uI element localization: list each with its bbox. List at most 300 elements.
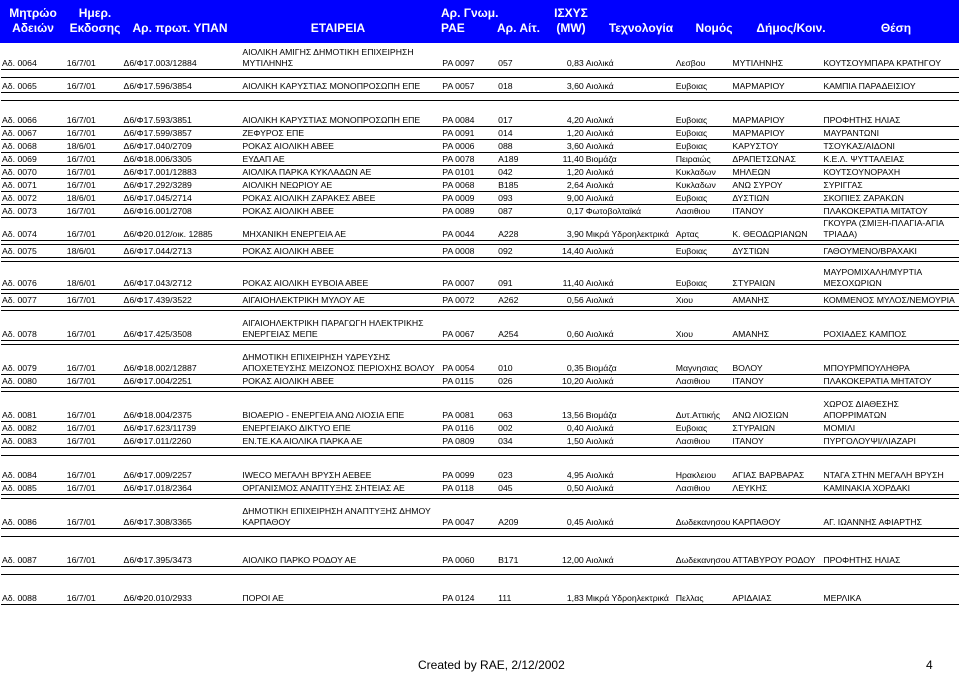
cell-dimos: ΑΝΩ ΣΥΡΟΥ [731, 178, 822, 191]
cell-date: 18/6/01 [66, 244, 123, 257]
cell-application: 017 [497, 100, 539, 126]
header-date-line1: Ημερ. [78, 6, 112, 20]
cell-thesi: ΜΑΥΡΟΜΙΧΑΛΗ/ΜΥΡΤΙΑ ΜΕΣΟΧΩΡΙΩΝ [822, 261, 959, 289]
table-row [1, 204, 959, 217]
cell-protocol: Δ6/Φ18.002/12887 [123, 344, 242, 374]
cell-dimos: ΜΗΛΕΩΝ [731, 165, 822, 178]
cell-dimos: ΑΓΙΑΣ ΒΑΡΒΑΡΑΣ [731, 455, 822, 481]
cell-dimos: ΙΤΑΝΟΥ [731, 374, 822, 387]
cell-application: 063 [497, 391, 539, 421]
separator-cell [1, 92, 959, 100]
cell-technology: Αιολικά [585, 421, 675, 434]
cell-thesi: ΠΛΑΚΟΚΕΡΑΤΙΑ ΜΗΤΑΤΟΥ [822, 374, 959, 387]
cell-mw: 4,95 [539, 455, 585, 481]
header-mw [543, 6, 599, 36]
cell-application: 042 [497, 165, 539, 178]
cell-date: 16/7/01 [66, 344, 123, 374]
cell-mw: 13,56 [539, 391, 585, 421]
cell-date: 16/7/01 [66, 434, 123, 447]
cell-protocol: Δ6/Φ18.006/3305 [123, 152, 242, 165]
cell-nomos: Ευβοιας [675, 261, 732, 289]
cell-nomos: Ευβοιας [675, 191, 732, 204]
header-permit [2, 6, 64, 36]
cell-permit: Αδ. 0079 [1, 344, 66, 374]
table-row [1, 191, 959, 204]
cell-company: ΡΟΚΑΣ ΑΙΟΛΙΚΗ ΑΒΕΕ [241, 244, 441, 257]
cell-date: 16/7/01 [66, 178, 123, 191]
cell-mw: 0,56 [539, 293, 585, 306]
cell-application: 034 [497, 434, 539, 447]
cell-thesi: ΚΑΜΠΙΑ ΠΑΡΑΔΕΙΣΙΟΥ [822, 77, 959, 92]
cell-date: 16/7/01 [66, 574, 123, 604]
cell-permit: Αδ. 0072 [1, 191, 66, 204]
cell-dimos: ΣΤΥΡΑΙΩΝ [731, 261, 822, 289]
cell-technology: Αιολικά [585, 100, 675, 126]
cell-nomos: Δυτ.Αττικής [675, 391, 732, 421]
cell-dimos: ΑΜΑΝΗΣ [731, 293, 822, 306]
cell-protocol: Δ6/Φ17.018/2364 [123, 481, 242, 494]
cell-mw: 0,83 [539, 43, 585, 69]
cell-application: A189 [497, 152, 539, 165]
cell-rae: PA 0081 [441, 391, 497, 421]
cell-dimos: ΑΜΑΝΗΣ [731, 310, 822, 340]
cell-technology: Αιολικά [585, 455, 675, 481]
cell-date: 16/7/01 [66, 481, 123, 494]
header-rae [441, 6, 501, 36]
cell-date: 16/7/01 [66, 100, 123, 126]
cell-dimos: ΒΟΛΟΥ [731, 344, 822, 374]
cell-technology: Αιολικά [585, 310, 675, 340]
table-row [1, 344, 959, 374]
cell-permit: Αδ. 0064 [1, 43, 66, 69]
cell-thesi: ΚΟΜΜΕΝΟΣ ΜΥΛΟΣ/ΝΕΜΟΥΡΙΑ [822, 293, 959, 306]
cell-application: A228 [497, 217, 539, 240]
footer-created: Created by RAE, 2/12/2002 [418, 658, 565, 672]
cell-rae: PA 0809 [441, 434, 497, 447]
cell-mw: 10,20 [539, 374, 585, 387]
cell-protocol: Δ6/Φ17.009/2257 [123, 455, 242, 481]
cell-company: ΡΟΚΑΣ ΑΙΟΛΙΚΗ ΖΑΡΑΚΕΣ ΑΒΕΕ [241, 191, 441, 204]
header-rae-line2: ΡΑΕ [441, 21, 465, 35]
cell-permit: Αδ. 0087 [1, 536, 66, 566]
cell-dimos: ΜΑΡΜΑΡΙΟΥ [731, 77, 822, 92]
cell-nomos: Λασιθιου [675, 481, 732, 494]
cell-dimos: ΔΡΑΠΕΤΣΩΝΑΣ [731, 152, 822, 165]
cell-protocol: Δ6/Φ20.012/οικ. 12885 [123, 217, 242, 240]
cell-permit: Αδ. 0077 [1, 293, 66, 306]
cell-thesi: ΡΟΧΙΑΔΕΣ ΚΑΜΠΟΣ [822, 310, 959, 340]
cell-protocol: Δ6/Φ20.010/2933 [123, 574, 242, 604]
cell-company: ΡΟΚΑΣ ΑΙΟΛΙΚΗ ΑΒΕΕ [241, 204, 441, 217]
cell-technology: Αιολικά [585, 536, 675, 566]
cell-mw: 1,83 [539, 574, 585, 604]
cell-nomos: Ευβοιας [675, 421, 732, 434]
cell-dimos: ΙΤΑΝΟΥ [731, 204, 822, 217]
header-dimos: Δήμος/Κοιν. [756, 21, 826, 35]
separator-cell [1, 447, 959, 455]
table-row [1, 100, 959, 126]
cell-technology: Αιολικά [585, 244, 675, 257]
cell-permit: Αδ. 0081 [1, 391, 66, 421]
table-row [1, 165, 959, 178]
row-separator [1, 69, 959, 77]
cell-technology: Αιολικά [585, 43, 675, 69]
cell-date: 16/7/01 [66, 310, 123, 340]
cell-application: 014 [497, 126, 539, 139]
cell-dimos: ΔΥΣΤΙΩΝ [731, 191, 822, 204]
cell-protocol: Δ6/Φ17.292/3289 [123, 178, 242, 191]
cell-nomos: Κυκλαδων [675, 178, 732, 191]
cell-thesi: ΣΚΟΠΙΕΣ ΖΑΡΑΚΩΝ [822, 191, 959, 204]
cell-company: ΑΙΓΑΙΟΗΛΕΚΤΡΙΚΗ ΠΑΡΑΓΩΓΗ ΗΛΕΚΤΡΙΚΗΣ ΕΝΕΡΓΕΙΑΣ ΜΕΠΕ [241, 310, 441, 340]
cell-company: ΑΙΟΛΙΚΗ ΚΑΡΥΣΤΙΑΣ ΜΟΝΟΠΡΟΣΩΠΗ ΕΠΕ [241, 100, 441, 126]
cell-company: ΒΙΟΑΕΡΙΟ - ΕΝΕΡΓΕΙΑ ΑΝΩ ΛΙΟΣΙΑ ΕΠΕ [241, 391, 441, 421]
table-row [1, 374, 959, 387]
header-thesi: Θέση [880, 21, 912, 35]
cell-date: 18/6/01 [66, 139, 123, 152]
header-technology: Τεχνολογία [608, 21, 674, 35]
cell-permit: Αδ. 0083 [1, 434, 66, 447]
cell-protocol: Δ6/Φ17.596/3854 [123, 77, 242, 92]
cell-permit: Αδ. 0073 [1, 204, 66, 217]
cell-date: 16/7/01 [66, 152, 123, 165]
cell-application: 091 [497, 261, 539, 289]
cell-permit: Αδ. 0069 [1, 152, 66, 165]
cell-nomos: Ευβοιας [675, 139, 732, 152]
cell-permit: Αδ. 0086 [1, 498, 66, 528]
cell-thesi: ΚΑΜΙΝΑΚΙΑ ΧΟΡΔΑΚΙ [822, 481, 959, 494]
cell-thesi: ΜΕΡΛΙΚΑ [822, 574, 959, 604]
cell-application: 111 [497, 574, 539, 604]
cell-nomos: Πειραιώς [675, 152, 732, 165]
cell-rae: PA 0054 [441, 344, 497, 374]
cell-rae: PA 0060 [441, 536, 497, 566]
cell-application: A209 [497, 498, 539, 528]
separator-cell [1, 69, 959, 77]
cell-date: 16/7/01 [66, 391, 123, 421]
cell-rae: PA 0099 [441, 455, 497, 481]
header-mw-line2: (MW) [556, 21, 586, 35]
cell-permit: Αδ. 0068 [1, 139, 66, 152]
cell-company: ΑΙΟΛΙΚΗ ΝΕΩΡΙΟΥ ΑΕ [241, 178, 441, 191]
cell-company: ΡΟΚΑΣ ΑΙΟΛΙΚΗ ΕΥΒΟΙΑ ΑΒΕΕ [241, 261, 441, 289]
row-separator [1, 447, 959, 455]
cell-protocol: Δ6/Φ17.623/11739 [123, 421, 242, 434]
cell-application: A254 [497, 310, 539, 340]
cell-permit: Αδ. 0074 [1, 217, 66, 240]
cell-thesi: ΤΣΟΥΚΑΣ/ΑΙΔΟΝΙ [822, 139, 959, 152]
cell-date: 16/7/01 [66, 43, 123, 69]
cell-protocol: Δ6/Φ18.004/2375 [123, 391, 242, 421]
cell-technology: Αιολικά [585, 191, 675, 204]
table-row [1, 310, 959, 340]
cell-dimos: ΜΑΡΜΑΡΙΟΥ [731, 126, 822, 139]
cell-application: 093 [497, 191, 539, 204]
table-row [1, 574, 959, 604]
cell-protocol: Δ6/Φ16.001/2708 [123, 204, 242, 217]
cell-company: ΔΗΜΟΤΙΚΗ ΕΠΙΧΕΙΡΗΣΗ ΑΝΑΠΤΥΞΗΣ ΔΗΜΟΥ ΚΑΡΠΑΘΟΥ [241, 498, 441, 528]
cell-company: ΕΝ.ΤΕ.ΚΑ ΑΙΟΛΙΚΑ ΠΑΡΚΑ ΑΕ [241, 434, 441, 447]
cell-technology: Αιολικά [585, 434, 675, 447]
table-row [1, 434, 959, 447]
cell-thesi: ΠΡΟΦΗΤΗΣ ΗΛΙΑΣ [822, 536, 959, 566]
cell-dimos: ΙΤΑΝΟΥ [731, 434, 822, 447]
cell-rae: PA 0115 [441, 374, 497, 387]
cell-nomos: Χιου [675, 293, 732, 306]
cell-nomos: Λεσβου [675, 43, 732, 69]
row-separator [1, 92, 959, 100]
cell-technology: Αιολικά [585, 261, 675, 289]
cell-technology: Αιολικά [585, 498, 675, 528]
cell-date: 16/7/01 [66, 217, 123, 240]
cell-mw: 3,60 [539, 77, 585, 92]
cell-rae: PA 0078 [441, 152, 497, 165]
cell-mw: 0,60 [539, 310, 585, 340]
cell-technology: Βιομάζα [585, 152, 675, 165]
cell-protocol: Δ6/Φ17.308/3365 [123, 498, 242, 528]
table-row [1, 217, 959, 240]
cell-technology: Μικρά Υδροηλεκτρικά [585, 574, 675, 604]
cell-mw: 12,00 [539, 536, 585, 566]
cell-nomos: Ευβοιας [675, 100, 732, 126]
header-permit-line1: Μητρώο [9, 6, 57, 20]
separator-cell [1, 566, 959, 574]
cell-application: 002 [497, 421, 539, 434]
cell-application: 026 [497, 374, 539, 387]
cell-thesi: Κ.Ε.Λ. ΨΥΤΤΑΛΕΙΑΣ [822, 152, 959, 165]
cell-nomos: Κυκλαδων [675, 165, 732, 178]
cell-technology: Αιολικά [585, 293, 675, 306]
cell-thesi: ΑΓ. ΙΩΑΝΝΗΣ ΑΦΙΑΡΤΗΣ [822, 498, 959, 528]
cell-mw: 3,90 [539, 217, 585, 240]
cell-dimos: ΑΤΤΑΒΥΡΟΥ ΡΟΔΟΥ [731, 536, 822, 566]
cell-protocol: Δ6/Φ17.003/12884 [123, 43, 242, 69]
cell-technology: Αιολικά [585, 481, 675, 494]
cell-permit: Αδ. 0071 [1, 178, 66, 191]
cell-technology: Βιομάζα [585, 344, 675, 374]
table-row [1, 43, 959, 69]
cell-mw: 3,60 [539, 139, 585, 152]
cell-mw: 0,45 [539, 498, 585, 528]
cell-date: 18/6/01 [66, 261, 123, 289]
table-row [1, 139, 959, 152]
cell-nomos: Πελλας [675, 574, 732, 604]
cell-dimos: ΔΥΣΤΙΩΝ [731, 244, 822, 257]
table-row [1, 77, 959, 92]
separator-cell [1, 528, 959, 536]
permits-table [1, 43, 959, 605]
cell-thesi: ΝΤΑΓΑ ΣΤΗΝ ΜΕΓΑΛΗ ΒΡΥΣΗ [822, 455, 959, 481]
cell-company: ΡΟΚΑΣ ΑΙΟΛΙΚΗ ΑΒΕΕ [241, 139, 441, 152]
cell-permit: Αδ. 0082 [1, 421, 66, 434]
table-row [1, 178, 959, 191]
table-row [1, 391, 959, 421]
cell-rae: PA 0067 [441, 310, 497, 340]
cell-company: ΕΝΕΡΓΕΙΑΚΟ ΔΙΚΤΥΟ ΕΠΕ [241, 421, 441, 434]
cell-company: ΠΟΡΟΙ ΑΕ [241, 574, 441, 604]
cell-permit: Αδ. 0075 [1, 244, 66, 257]
cell-permit: Αδ. 0067 [1, 126, 66, 139]
cell-thesi: ΜΠΟΥΡΜΠΟΥΛΗΘΡΑ [822, 344, 959, 374]
cell-dimos: ΛΕΥΚΗΣ [731, 481, 822, 494]
cell-nomos: Δωδεκανησου [675, 498, 732, 528]
cell-date: 16/7/01 [66, 77, 123, 92]
cell-thesi: ΚΟΥΤΣΟΥΜΠΑΡΑ ΚΡΑΤΗΓΟΥ [822, 43, 959, 69]
cell-mw: 11,40 [539, 152, 585, 165]
cell-company: ΜΗΧΑΝΙΚΗ ΕΝΕΡΓΕΙΑ ΑΕ [241, 217, 441, 240]
cell-rae: PA 0068 [441, 178, 497, 191]
cell-rae: PA 0008 [441, 244, 497, 257]
cell-permit: Αδ. 0065 [1, 77, 66, 92]
table-row [1, 421, 959, 434]
cell-rae: PA 0047 [441, 498, 497, 528]
cell-rae: PA 0072 [441, 293, 497, 306]
cell-rae: PA 0006 [441, 139, 497, 152]
cell-date: 16/7/01 [66, 498, 123, 528]
cell-permit: Αδ. 0066 [1, 100, 66, 126]
cell-mw: 1,50 [539, 434, 585, 447]
cell-thesi: ΜΟΜΙΛΙ [822, 421, 959, 434]
cell-rae: PA 0057 [441, 77, 497, 92]
cell-thesi: ΜΑΥΡΑΝΤΩΝΙ [822, 126, 959, 139]
cell-mw: 0,50 [539, 481, 585, 494]
cell-protocol: Δ6/Φ17.425/3508 [123, 310, 242, 340]
cell-nomos: Λασιθιου [675, 204, 732, 217]
cell-technology: Μικρά Υδροηλεκτρικά [585, 217, 675, 240]
cell-permit: Αδ. 0088 [1, 574, 66, 604]
cell-mw: 1,20 [539, 126, 585, 139]
cell-nomos: Ηρακλειου [675, 455, 732, 481]
header-permit-line2: Αδειών [12, 21, 54, 35]
cell-technology: Αιολικά [585, 374, 675, 387]
cell-technology: Αιολικά [585, 126, 675, 139]
cell-nomos: Λασιθιου [675, 374, 732, 387]
cell-permit: Αδ. 0078 [1, 310, 66, 340]
cell-application: 087 [497, 204, 539, 217]
table-row [1, 455, 959, 481]
cell-rae: PA 0116 [441, 421, 497, 434]
cell-protocol: Δ6/Φ17.439/3522 [123, 293, 242, 306]
cell-application: B171 [497, 536, 539, 566]
cell-permit: Αδ. 0080 [1, 374, 66, 387]
cell-dimos: ΑΝΩ ΛΙΟΣΙΩΝ [731, 391, 822, 421]
row-separator [1, 566, 959, 574]
cell-technology: Αιολικά [585, 139, 675, 152]
cell-company: ΑΙΟΛΙΚΗ ΚΑΡΥΣΤΙΑΣ ΜΟΝΟΠΡΟΣΩΠΗ ΕΠΕ [241, 77, 441, 92]
cell-protocol: Δ6/Φ17.045/2714 [123, 191, 242, 204]
cell-nomos: Ευβοιας [675, 244, 732, 257]
table-row [1, 293, 959, 306]
header-mw-line1: ΙΣΧΥΣ [554, 6, 588, 20]
cell-dimos: ΜΥΤΙΛΗΝΗΣ [731, 43, 822, 69]
cell-application: B185 [497, 178, 539, 191]
cell-company: ΑΙΟΛΙΚΑ ΠΑΡΚΑ ΚΥΚΛΑΔΩΝ ΑΕ [241, 165, 441, 178]
cell-protocol: Δ6/Φ17.001/12883 [123, 165, 242, 178]
cell-thesi: ΓΚΟΥΡΑ (ΣΜΙΞΗ-ΠΛΑΓΙΑ-ΑΓΙΑ ΤΡΙΑΔΑ) [822, 217, 959, 240]
cell-rae: PA 0084 [441, 100, 497, 126]
cell-date: 16/7/01 [66, 374, 123, 387]
cell-permit: Αδ. 0084 [1, 455, 66, 481]
cell-date: 16/7/01 [66, 293, 123, 306]
cell-thesi: ΠΥΡΓΟΛΟΥΨΙ/ΛΙΑΖΑΡΙ [822, 434, 959, 447]
cell-protocol: Δ6/Φ17.004/2251 [123, 374, 242, 387]
cell-rae: PA 0124 [441, 574, 497, 604]
table-row [1, 536, 959, 566]
cell-dimos: ΚΑΡΠΑΘΟΥ [731, 498, 822, 528]
cell-company: ΟΡΓΑΝΙΣΜΟΣ ΑΝΑΠΤΥΞΗΣ ΣΗΤΕΙΑΣ ΑΕ [241, 481, 441, 494]
cell-company: ΡΟΚΑΣ ΑΙΟΛΙΚΗ ΑΒΕΕ [241, 374, 441, 387]
cell-rae: PA 0097 [441, 43, 497, 69]
cell-mw: 0,17 [539, 204, 585, 217]
cell-date: 16/7/01 [66, 536, 123, 566]
cell-application: 010 [497, 344, 539, 374]
cell-nomos: Ευβοιας [675, 126, 732, 139]
cell-mw: 9,00 [539, 191, 585, 204]
header-application: Αρ. Αίτ. [497, 21, 541, 35]
cell-technology: Αιολικά [585, 77, 675, 92]
cell-application: A262 [497, 293, 539, 306]
cell-protocol: Δ6/Φ17.593/3851 [123, 100, 242, 126]
cell-mw: 2,64 [539, 178, 585, 191]
cell-date: 16/7/01 [66, 126, 123, 139]
header-company: ΕΤΑΙΡΕΙΑ [310, 21, 366, 35]
header-date-line2: Εκδοσης [69, 21, 121, 35]
cell-nomos: Χιου [675, 310, 732, 340]
table-row [1, 261, 959, 289]
cell-company: IWECO ΜΕΓΑΛΗ ΒΡΥΣΗ ΑΕΒΕΕ [241, 455, 441, 481]
cell-mw: 0,40 [539, 421, 585, 434]
cell-permit: Αδ. 0070 [1, 165, 66, 178]
cell-date: 16/7/01 [66, 421, 123, 434]
table-row [1, 152, 959, 165]
cell-thesi: ΚΟΥΤΣΟΥΝΟΡΑΧΗ [822, 165, 959, 178]
cell-rae: PA 0101 [441, 165, 497, 178]
cell-date: 16/7/01 [66, 165, 123, 178]
cell-company: ΑΙΟΛΙΚΗ ΑΜΙΓΗΣ ΔΗΜΟΤΙΚΗ ΕΠΙΧΕΙΡΗΣΗ ΜΥΤΙΛΗΝΗΣ [241, 43, 441, 69]
cell-protocol: Δ6/Φ17.043/2712 [123, 261, 242, 289]
cell-application: 045 [497, 481, 539, 494]
cell-nomos: Αρτας [675, 217, 732, 240]
cell-mw: 14,40 [539, 244, 585, 257]
cell-technology: Αιολικά [585, 178, 675, 191]
header-protocol: Αρ. πρωτ. ΥΠΑΝ [132, 21, 228, 35]
cell-date: 16/7/01 [66, 204, 123, 217]
cell-nomos: Δωδεκανησου [675, 536, 732, 566]
cell-thesi: ΠΛΑΚΟΚΕΡΑΤΙΑ ΜΙΤΑΤΟΥ [822, 204, 959, 217]
cell-protocol: Δ6/Φ17.011/2260 [123, 434, 242, 447]
cell-dimos: ΚΑΡΥΣΤΟΥ [731, 139, 822, 152]
cell-rae: PA 0007 [441, 261, 497, 289]
cell-dimos: ΣΤΥΡΑΙΩΝ [731, 421, 822, 434]
cell-date: 16/7/01 [66, 455, 123, 481]
cell-technology: Φωτοβολταϊκά [585, 204, 675, 217]
cell-protocol: Δ6/Φ17.395/3473 [123, 536, 242, 566]
cell-company: ΑΙΓΑΙΟΗΛΕΚΤΡΙΚΗ ΜΥΛΟΥ ΑΕ [241, 293, 441, 306]
cell-company: ΔΗΜΟΤΙΚΗ ΕΠΙΧΕΙΡΗΣΗ ΥΔΡΕΥΣΗΣ ΑΠΟΧΕΤΕΥΣΗΣ ΜΕΙΖΟΝΟΣ ΠΕΡΙΟΧΗΣ ΒΟΛΟΥ [241, 344, 441, 374]
cell-mw: 4,20 [539, 100, 585, 126]
table-header [0, 0, 959, 43]
cell-nomos: Ευβοιας [675, 77, 732, 92]
cell-date: 18/6/01 [66, 191, 123, 204]
cell-application: 057 [497, 43, 539, 69]
cell-protocol: Δ6/Φ17.040/2709 [123, 139, 242, 152]
cell-dimos: ΑΡΙΔΑΙΑΣ [731, 574, 822, 604]
cell-dimos: Κ. ΘΕΟΔΩΡΙΑΝΩΝ [731, 217, 822, 240]
cell-nomos: Μαγνησιας [675, 344, 732, 374]
table-row [1, 244, 959, 257]
table-row [1, 498, 959, 528]
cell-rae: PA 0044 [441, 217, 497, 240]
